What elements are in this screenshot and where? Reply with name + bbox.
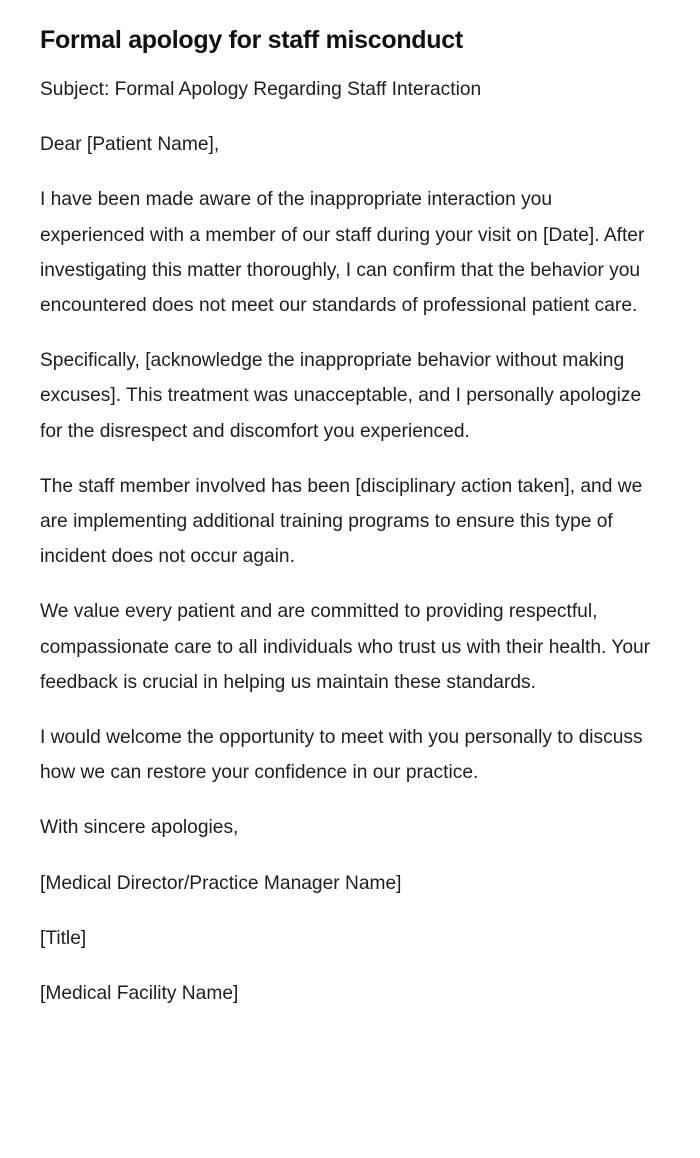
signature-title: [Title] <box>40 927 87 949</box>
subject-line: Subject: Formal Apology Regarding Staff Interaction <box>40 79 482 100</box>
body-paragraph-awareness: I have been made aware of the inappropriate interaction you experienced with a member of our staff during your visit on [Date]. After investigating this matter thoroughly, I can confirm that the behavior you encountered does not meet our standards of professional patient care. <box>40 189 645 317</box>
closing-line: With sincere apologies, <box>40 817 239 839</box>
body-paragraph-acknowledgement: Specifically, [acknowledge the inappropriate behavior without making excuses]. This treatment was unacceptable, and I personally apologize for the disrespect and discomfort you experienced. <box>40 350 642 442</box>
body-paragraph-action-taken: The staff member involved has been [disciplinary action taken], and we are implementing additional training programs to ensure this type of incident does not occur again. <box>40 475 643 568</box>
signature-name: [Medical Director/Practice Manager Name] <box>40 872 402 894</box>
body-paragraph-values: We value every patient and are committed to providing respectful, compassionate care to all individuals who trust us with their health. Your feedback is crucial in helping us maintain these standards. <box>40 601 651 693</box>
body-paragraph-invitation: I would welcome the opportunity to meet with you personally to discuss how we can restore your confidence in our practice. <box>40 727 643 784</box>
salutation: Dear [Patient Name], <box>40 134 220 156</box>
document-title: Formal apology for staff misconduct <box>40 26 463 54</box>
signature-facility: [Medical Facility Name] <box>40 983 239 1005</box>
